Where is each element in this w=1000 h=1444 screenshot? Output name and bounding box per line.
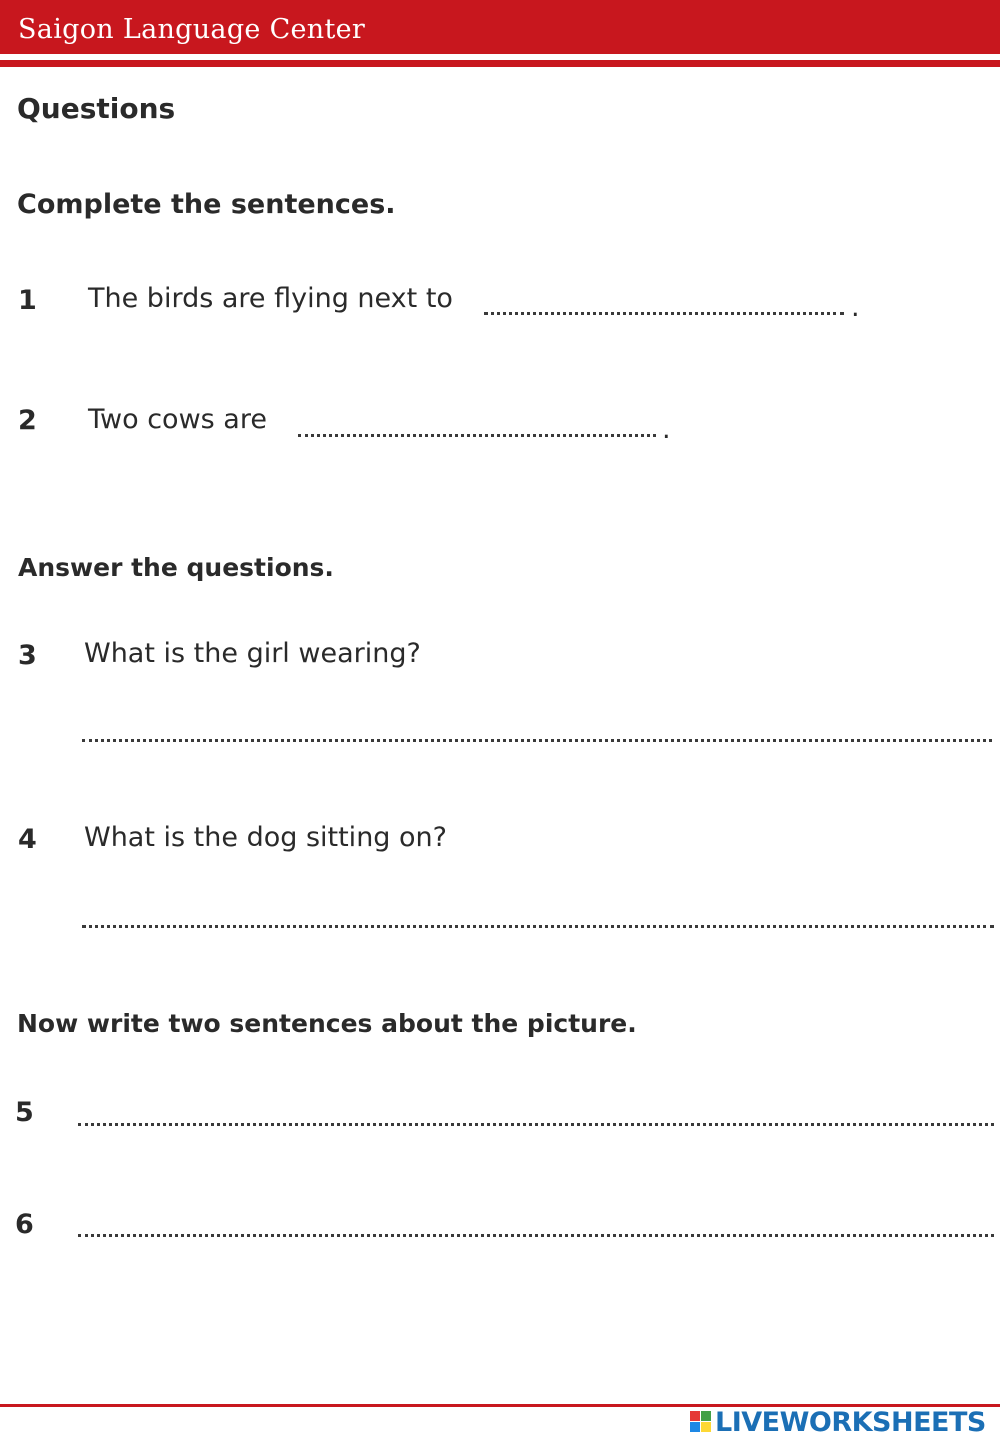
answer-line-4[interactable] xyxy=(82,925,994,928)
school-name: Saigon Language Center xyxy=(18,14,366,45)
question-number: 5 xyxy=(15,1097,34,1128)
sentence-period: . xyxy=(662,414,671,445)
instruction-answer: Answer the questions. xyxy=(18,553,334,582)
question-number: 2 xyxy=(18,405,37,436)
logo-square xyxy=(690,1422,700,1432)
question-number: 3 xyxy=(18,640,37,671)
question-number: 6 xyxy=(15,1209,34,1240)
answer-blank-2[interactable] xyxy=(298,434,656,437)
instruction-write: Now write two sentences about the picture. xyxy=(17,1009,637,1038)
logo-square xyxy=(701,1411,711,1421)
logo-square xyxy=(701,1422,711,1432)
question-number: 1 xyxy=(18,285,37,316)
question-number: 4 xyxy=(18,824,37,855)
page-title: Questions xyxy=(17,92,176,125)
liveworksheets-logo xyxy=(690,1405,986,1439)
answer-line-6[interactable] xyxy=(78,1234,994,1237)
question-text: The birds are flying next to xyxy=(88,283,453,314)
logo-square xyxy=(690,1411,700,1421)
question-text: What is the dog sitting on? xyxy=(84,822,447,853)
liveworksheets-icon xyxy=(690,1411,712,1433)
header-bar xyxy=(0,0,1000,54)
instruction-complete: Complete the sentences. xyxy=(17,189,396,220)
answer-line-5[interactable] xyxy=(78,1123,994,1126)
question-text: Two cows are xyxy=(88,404,267,435)
answer-blank-1[interactable] xyxy=(484,312,844,315)
sentence-period: . xyxy=(851,292,860,323)
brand-name: LIVEWORKSHEETS xyxy=(715,1406,986,1438)
header-divider xyxy=(0,60,1000,67)
question-text: What is the girl wearing? xyxy=(84,638,421,669)
answer-line-3[interactable] xyxy=(82,739,992,742)
